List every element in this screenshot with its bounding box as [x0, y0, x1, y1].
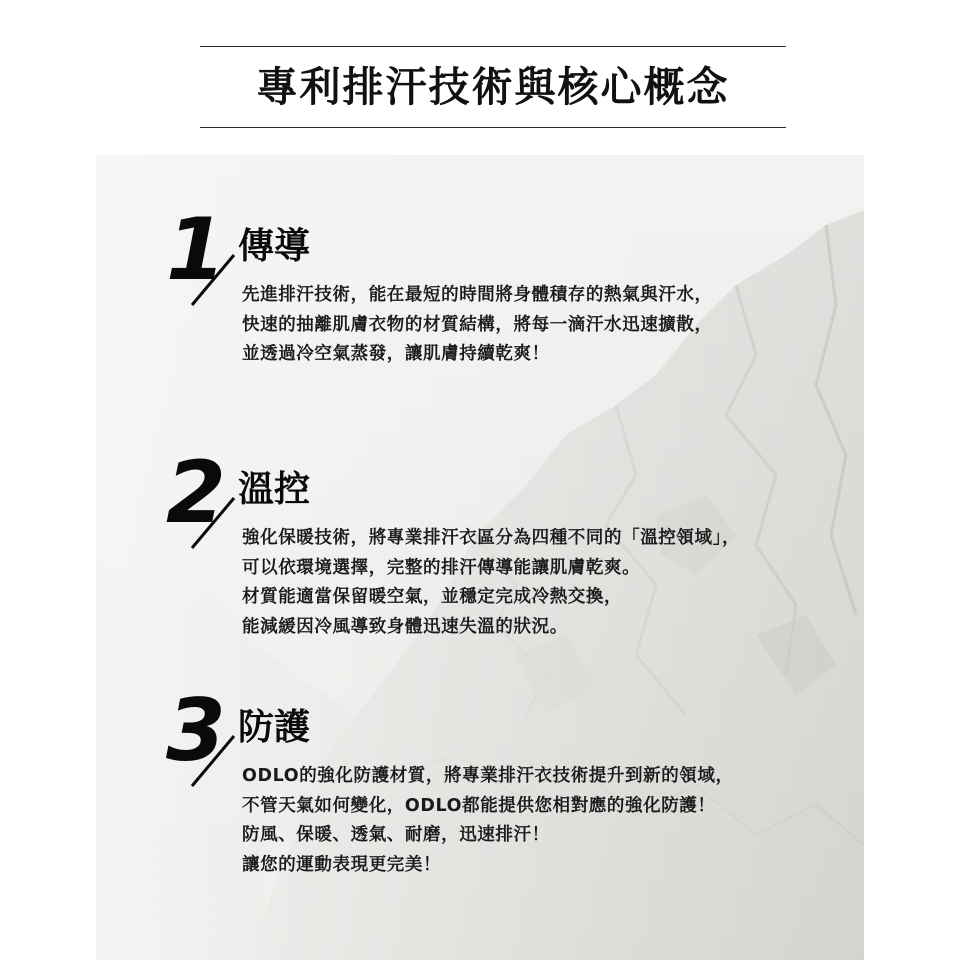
slash-mark-icon — [186, 460, 246, 550]
section-heading: 傳導 — [238, 226, 311, 267]
section-body — [242, 762, 734, 880]
section-heading: 溫控 — [238, 469, 311, 510]
body-line: 材質能適當保留暖空氣，並穩定完成冷熱交換， — [242, 587, 623, 607]
body-line: ODLO的強化防護材質，將專業排汗衣技術提升到新的領域， — [242, 766, 734, 786]
body-line: 快速的抽離肌膚衣物的材質結構，將每一滴汗水迅速擴散， — [242, 314, 713, 335]
body-line: 可以依環境選擇，完整的排汗傳導能讓肌膚乾爽。 — [242, 557, 641, 578]
section-body — [242, 524, 740, 642]
body-line: 能減緩因冷風導致身體迅速失溫的狀況。 — [242, 616, 568, 637]
section-heading: 防護 — [238, 707, 311, 748]
body-line: 先進排汗技術，能在最短的時間將身體積存的熱氣與汗水， — [242, 285, 713, 305]
section-number: 2 — [166, 443, 226, 543]
section-body — [242, 281, 713, 370]
body-line: 不管天氣如何變化，ODLO都能提供您相對應的強化防護！ — [242, 795, 716, 816]
body-line: 讓您的運動表現更完美！ — [242, 854, 442, 875]
body-line: 並透過冷空氣蒸發，讓肌膚持續乾爽！ — [242, 344, 550, 364]
title-banner — [200, 46, 786, 128]
page-title: 專利排汗技術與核心概念 — [256, 63, 730, 111]
body-line: 強化保暖技術，將專業排汗衣區分為四種不同的「溫控領域」， — [242, 528, 741, 548]
mountain-background-panel — [96, 155, 864, 960]
section-number: 1 — [166, 200, 226, 300]
slash-mark-icon — [186, 698, 246, 788]
slash-mark-icon — [186, 217, 246, 307]
body-line: 防風、保暖、透氣、耐磨，迅速排汗！ — [242, 825, 550, 845]
section-number: 3 — [166, 681, 226, 781]
